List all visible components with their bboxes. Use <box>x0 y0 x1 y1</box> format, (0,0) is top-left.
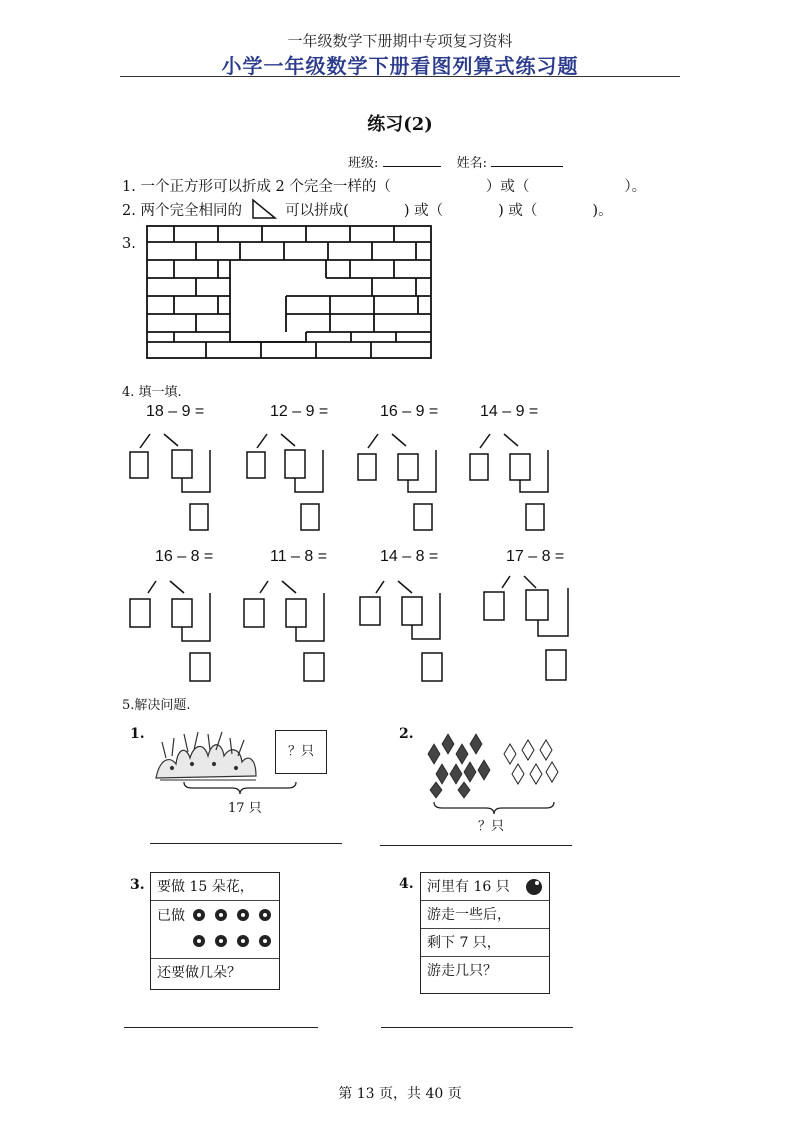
question-1 <box>122 175 646 196</box>
problem-3-line-1: 要做 15 朵花， <box>151 873 279 901</box>
header-title: 小学一年级数学下册看图列算式练习题 <box>221 54 579 78</box>
name-label: 姓名: <box>456 156 488 171</box>
q2-end: )。 <box>592 203 613 219</box>
problem-3-line-3: 还要做几朵？ <box>157 965 241 981</box>
problem-1-total: 17 只 <box>228 801 262 816</box>
split-diagram-r1-3[interactable] <box>354 430 454 532</box>
q2-or-1: ) 或（ <box>403 203 444 219</box>
brick-wall-figure <box>146 225 432 359</box>
name-blank[interactable] <box>491 152 563 167</box>
q1-end: ）。 <box>624 179 647 195</box>
problem-4-line-4: 游走几只？ <box>427 963 497 979</box>
problem-1-unknown-box: ？只 <box>275 730 327 774</box>
problem-4-card <box>420 872 550 994</box>
problem-4-number: 4. <box>399 876 414 892</box>
equation-r2-2: 11 – 8 = <box>270 548 328 565</box>
equation-r1-4: 14 – 9 = <box>480 403 539 420</box>
header-divider <box>120 76 680 77</box>
problem-2-answer-line[interactable] <box>380 845 572 846</box>
problem-4-line-1: 河里有 16 只 <box>427 879 510 895</box>
problem-4-answer-line[interactable] <box>381 1027 573 1028</box>
problem-3-flowers-area <box>151 901 279 959</box>
split-diagram-r2-3[interactable] <box>356 575 456 685</box>
page-number: 第 13 页，共 40 页 <box>338 1086 462 1102</box>
problem-2-unknown: ？只 <box>478 819 505 834</box>
problem-1-number: 1. <box>130 726 145 742</box>
class-blank[interactable] <box>383 152 441 167</box>
problem-3-answer-line[interactable] <box>124 1027 318 1028</box>
split-diagram-r1-2[interactable] <box>243 430 343 532</box>
q1-text: 1. 一个正方形可以折成 2 个完全一样的（ <box>122 179 391 195</box>
split-diagram-r2-2[interactable] <box>240 575 340 685</box>
header-subtitle: 一年级数学下册期中专项复习资料 <box>287 32 513 50</box>
problem-3-card <box>150 872 280 990</box>
class-name-row <box>348 152 563 171</box>
equation-r1-2: 12 – 9 = <box>270 403 329 420</box>
problem-1-answer-line[interactable] <box>150 843 342 844</box>
problem-1-brace <box>182 780 298 796</box>
equation-r2-3: 14 – 8 = <box>380 548 439 565</box>
problem-2-brace <box>432 800 556 816</box>
split-diagram-r2-1[interactable] <box>126 575 226 685</box>
equation-r1-1: 18 – 9 = <box>146 403 205 420</box>
q1-or: ）或（ <box>485 179 530 195</box>
right-triangle-icon <box>251 198 277 220</box>
duck-icon <box>523 875 545 897</box>
problem-4-line-3: 剩下 7 只， <box>421 929 549 957</box>
problem-3-number: 3. <box>130 877 145 893</box>
equation-r1-3: 16 – 9 = <box>380 403 439 420</box>
split-diagram-r1-4[interactable] <box>466 430 566 532</box>
class-label: 班级: <box>348 156 379 171</box>
q2-text: 可以拼成( <box>285 203 349 219</box>
birds-illustration <box>422 724 562 800</box>
split-diagram-r1-1[interactable] <box>126 430 226 532</box>
flowers-icon <box>189 903 279 957</box>
problem-4-line-2: 游走一些后， <box>421 901 549 929</box>
q3-number: 3. <box>122 236 136 252</box>
question-2 <box>122 198 613 220</box>
worksheet-title: 练习(2) <box>367 114 433 135</box>
problem-4-row-1 <box>421 873 549 901</box>
split-diagram-r2-4[interactable] <box>480 572 580 684</box>
q5-label: 5.解决问题. <box>122 698 191 713</box>
q2-num: 2. 两个完全相同的 <box>122 203 242 219</box>
q4-label: 4. 填一填. <box>122 385 182 400</box>
problem-3-line-2: 已做 <box>157 908 185 924</box>
equation-r2-4: 17 – 8 = <box>506 548 565 565</box>
problem-2-number: 2. <box>399 726 414 742</box>
q2-or-2: ) 或（ <box>498 203 538 219</box>
rabbits-illustration <box>152 728 262 784</box>
equation-r2-1: 16 – 8 = <box>155 548 214 565</box>
